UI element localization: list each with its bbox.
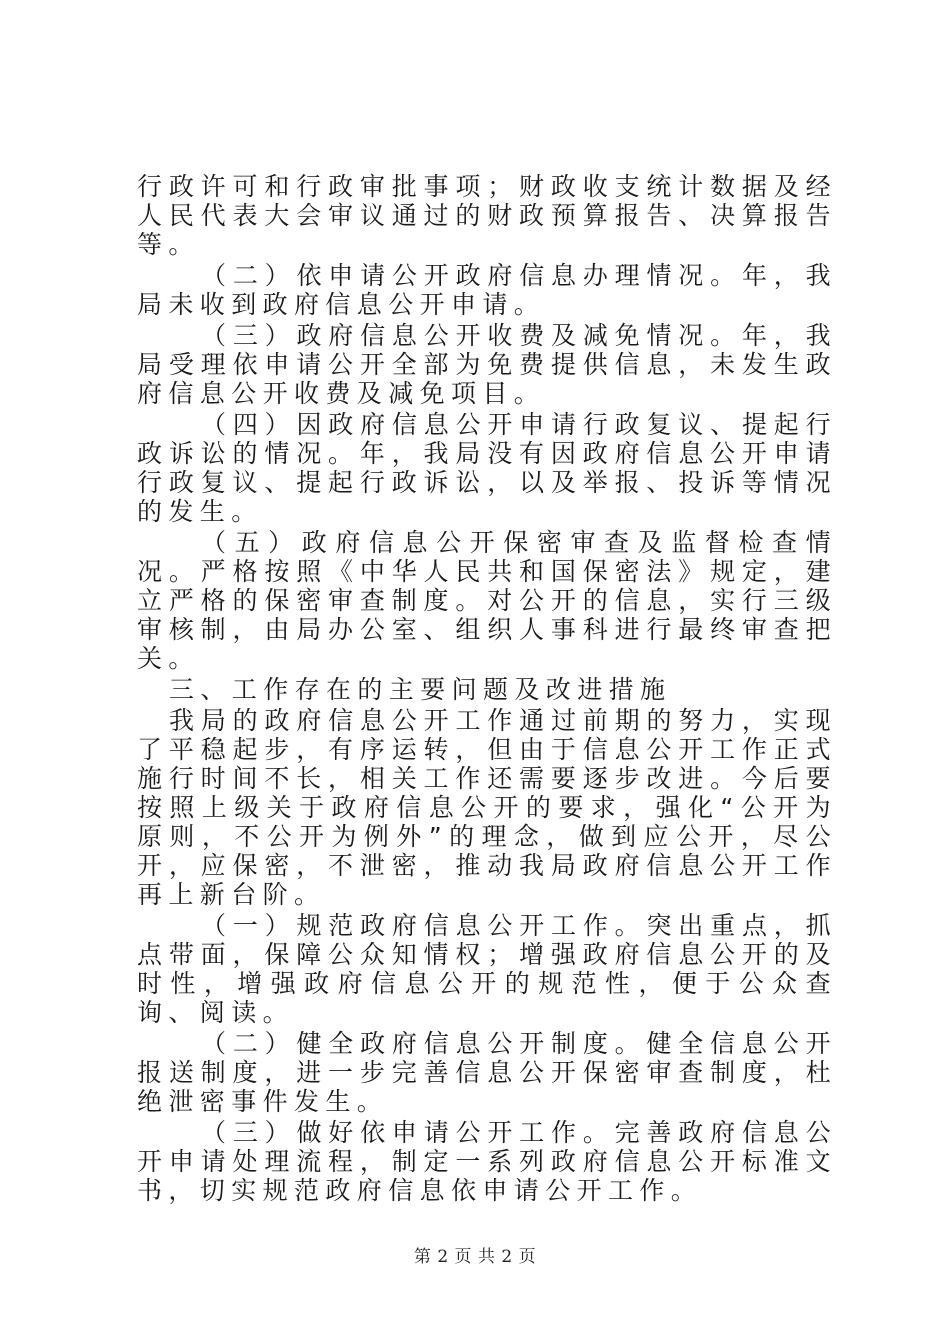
paragraph-section-3-3: （三）做好依申请公开工作。完善政府信息公开申请处理流程，制定一系列政府信息公开标准文书，切实规范政府信息依申请公开工作。	[137, 1118, 837, 1205]
document-body	[137, 172, 837, 1207]
paragraph-section-2-5: （五）政府信息公开保密审查及监督检查情况。严格按照《中华人民共和国保密法》规定，建立严格的保密审查制度。对公开的信息，实行三级审核制，由局办公室、组织人事科进行最终审查把关。	[137, 528, 837, 673]
paragraph-section-3-2: （二）健全政府信息公开制度。健全信息公开报送制度，进一步完善信息公开保密审查制度，杜绝泄密事件发生。	[137, 1029, 837, 1116]
paragraph-section-2-3: （三）政府信息公开收费及减免情况。年，我局受理依申请公开全部为免费提供信息，未发生政府信息公开收费及减免项目。	[137, 321, 837, 408]
page-number-indicator: 第 2 页 共 2 页	[413, 1247, 537, 1267]
paragraph-section-2-2: （二）依申请公开政府信息办理情况。年，我局未收到政府信息公开申请。	[137, 261, 837, 319]
paragraph-section-3-intro: 我局的政府信息公开工作通过前期的努力，实现了平稳起步，有序运转，但由于信息公开工作正式施行时间不长，相关工作还需要逐步改进。今后要按照上级关于政府信息公开的要求，强化“公开为原则，不公开为例外”的理念，做到应公开，尽公开，应保密，不泄密，推动我局政府信息公开工作再上新台阶。	[137, 706, 837, 909]
page-footer	[0, 1242, 950, 1267]
paragraph-section-2-4: （四）因政府信息公开申请行政复议、提起行政诉讼的情况。年，我局没有因政府信息公开申请行政复议、提起行政诉讼，以及举报、投诉等情况的发生。	[137, 410, 837, 526]
paragraph-section-3-1: （一）规范政府信息公开工作。突出重点，抓点带面，保障公众知情权；增强政府信息公开的及时性，增强政府信息公开的规范性，便于公众查询、阅读。	[137, 911, 837, 1027]
section-heading-3: 三、工作存在的主要问题及改进措施	[169, 675, 672, 704]
paragraph-continuation: 行政许可和行政审批事项；财政收支统计数据及经人民代表大会审议通过的财政预算报告、决算报告等。	[137, 172, 837, 259]
